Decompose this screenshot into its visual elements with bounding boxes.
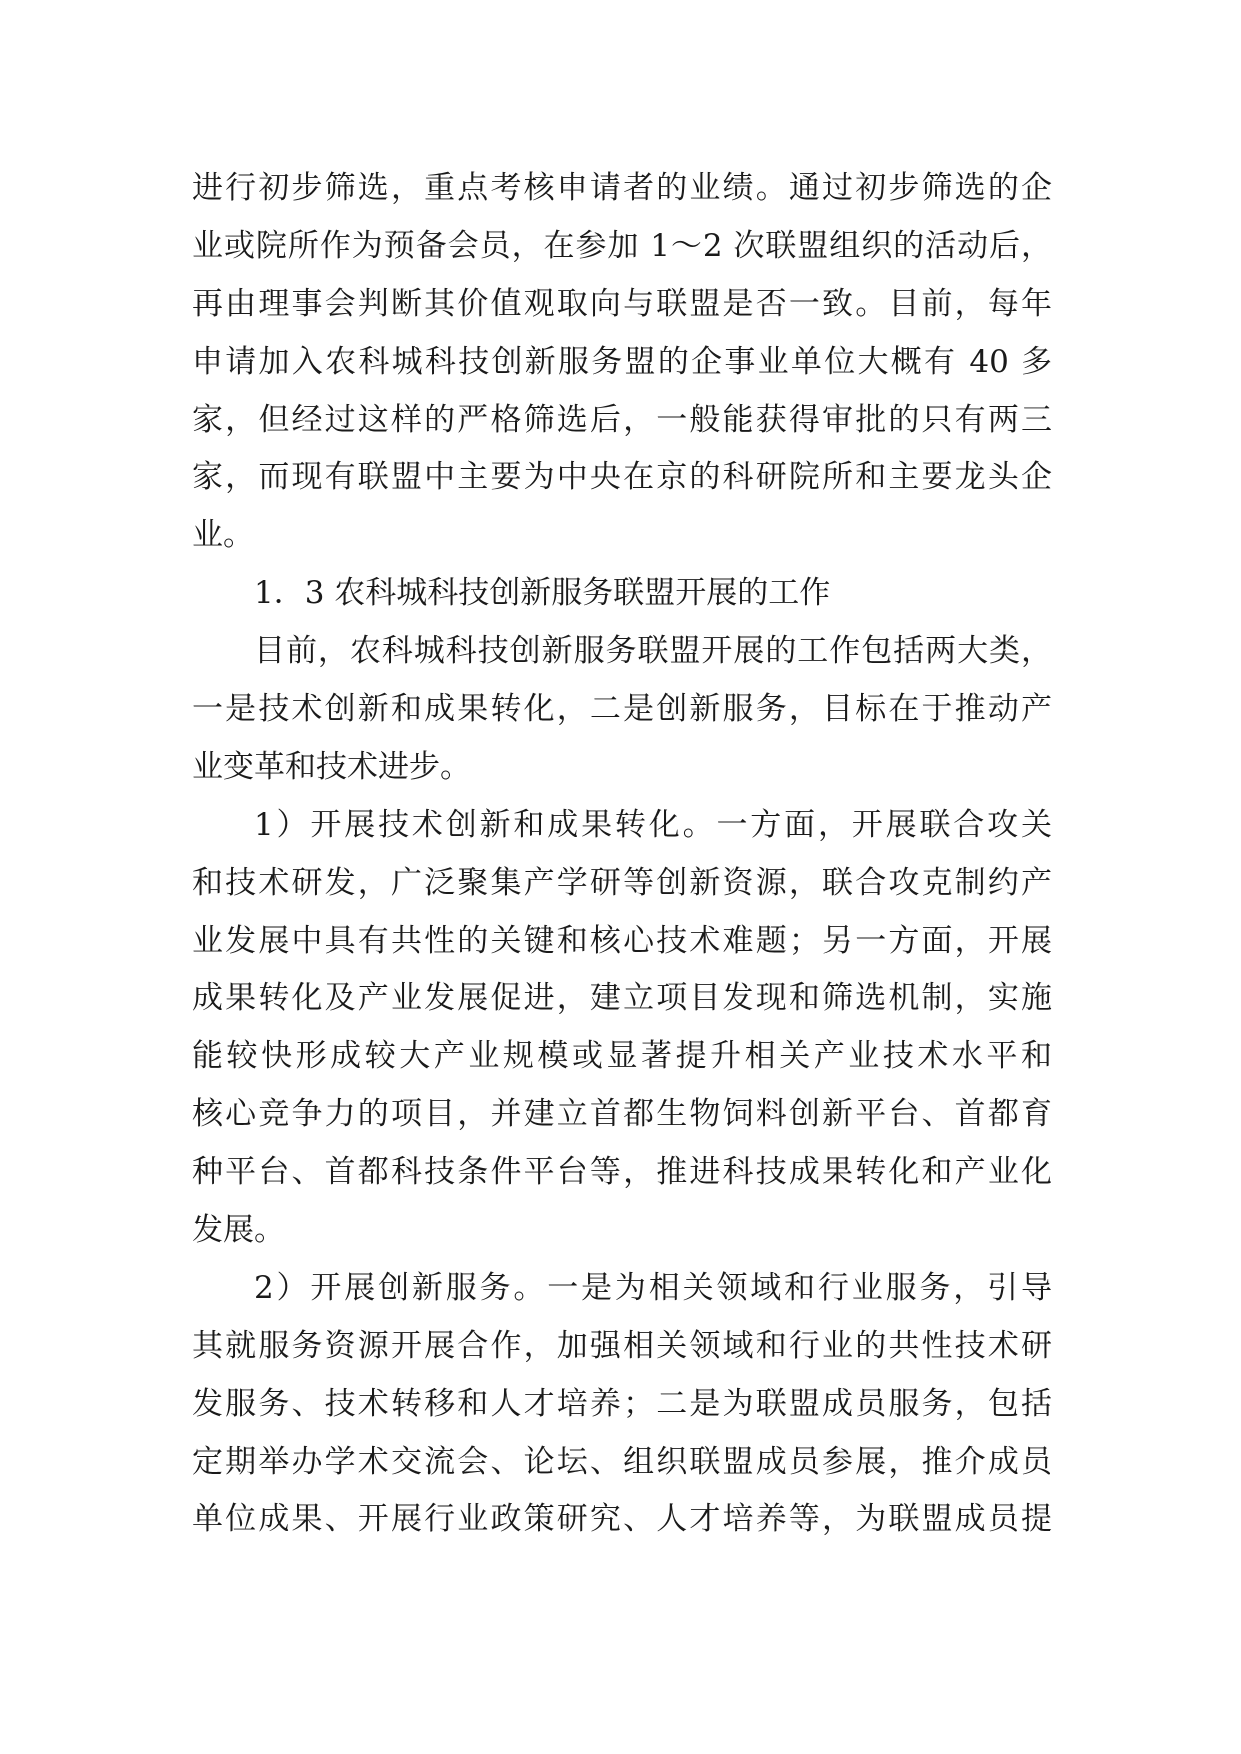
text-line: 发展。	[192, 1212, 285, 1249]
text-line: 申请加入农科城科技创新服务盟的企事业单位大概有 40 多	[192, 343, 1052, 380]
text-line: 1．3 农科城科技创新服务联盟开展的工作	[254, 575, 831, 612]
text-line: 一是技术创新和成果转化，二是创新服务，目标在于推动产	[192, 691, 1052, 728]
text-line: 业。	[192, 517, 254, 554]
text-line: 家，但经过这样的严格筛选后，一般能获得审批的只有两三	[192, 401, 1052, 438]
text-line: 家，而现有联盟中主要为中央在京的科研院所和主要龙头企	[192, 459, 1052, 496]
text-line: 定期举办学术交流会、论坛、组织联盟成员参展，推介成员	[192, 1443, 1052, 1480]
text-line: 业发展中具有共性的关键和核心技术难题；另一方面，开展	[192, 922, 1052, 959]
text-line: 1）开展技术创新和成果转化。一方面，开展联合攻关	[254, 806, 1052, 843]
text-line: 业或院所作为预备会员，在参加 1～2 次联盟组织的活动后，	[192, 227, 1052, 264]
text-line: 其就服务资源开展合作，加强相关领域和行业的共性技术研	[192, 1327, 1052, 1364]
text-line: 2）开展创新服务。一是为相关领域和行业服务，引导	[254, 1269, 1052, 1306]
text-line: 能较快形成较大产业规模或显著提升相关产业技术水平和	[192, 1038, 1052, 1075]
text-line: 业变革和技术进步。	[192, 748, 471, 785]
text-line: 种平台、首都科技条件平台等，推进科技成果转化和产业化	[192, 1154, 1052, 1191]
text-line: 成果转化及产业发展促进，建立项目发现和筛选机制，实施	[192, 980, 1052, 1017]
text-line: 再由理事会判断其价值观取向与联盟是否一致。目前，每年	[192, 285, 1052, 322]
text-line: 单位成果、开展行业政策研究、人才培养等，为联盟成员提	[192, 1501, 1052, 1538]
text-line: 目前，农科城科技创新服务联盟开展的工作包括两大类，	[254, 633, 1052, 670]
body-text	[192, 160, 1052, 1549]
text-line: 进行初步筛选，重点考核申请者的业绩。通过初步筛选的企	[192, 170, 1052, 206]
text-line: 核心竞争力的项目，并建立首都生物饲料创新平台、首都育	[192, 1096, 1052, 1133]
text-line: 和技术研发，广泛聚集产学研等创新资源，联合攻克制约产	[192, 864, 1052, 901]
text-line: 发服务、技术转移和人才培养；二是为联盟成员服务，包括	[192, 1385, 1052, 1422]
